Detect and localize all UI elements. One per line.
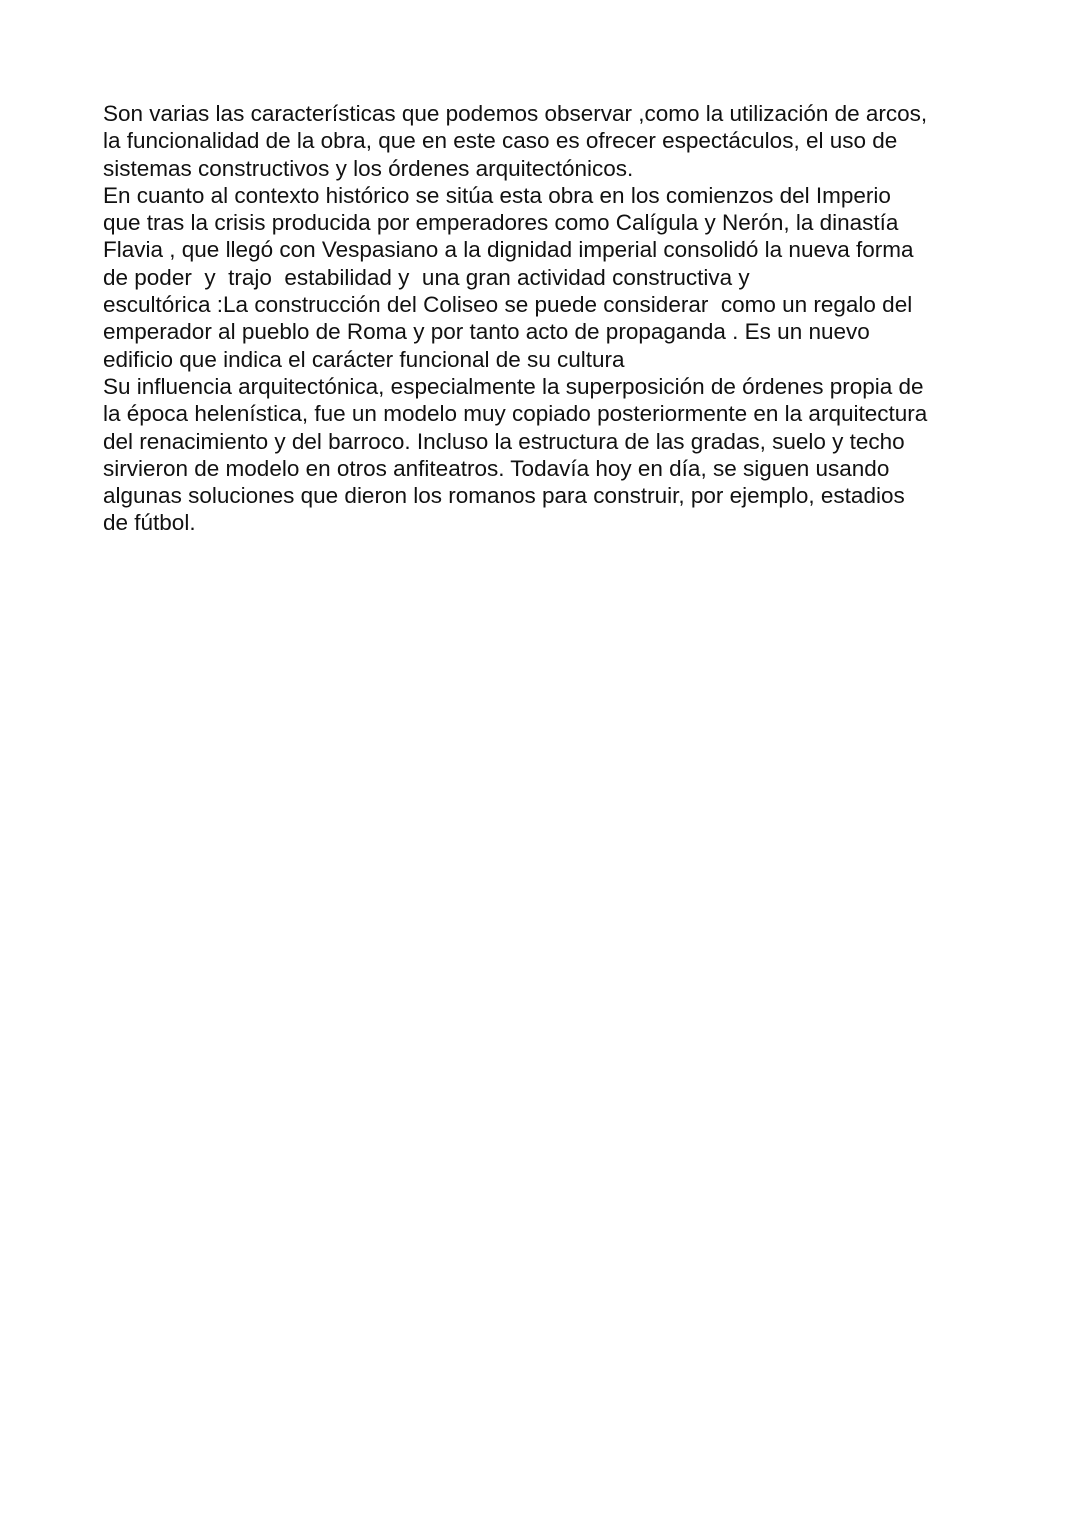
- text-line: la época helenística, fue un modelo muy copiado posteriormente en la arquitectura: [103, 401, 928, 427]
- text-line: de fútbol.: [103, 510, 196, 536]
- text-line: Son varias las características que podemos observar ,como la utilización de arcos,: [103, 101, 928, 126]
- text-line: Flavia , que llegó con Vespasiano a la dignidad imperial consolidó la nueva forma: [103, 237, 914, 263]
- text-line: escultórica :La construcción del Coliseo se puede considerar como un regalo del: [103, 292, 913, 318]
- text-line: la funcionalidad de la obra, que en este caso es ofrecer espectáculos, el uso de: [103, 128, 898, 154]
- text-line: En cuanto al contexto histórico se sitúa esta obra en los comienzos del Imperio: [103, 182, 891, 208]
- text-line: del renacimiento y del barroco. Incluso la estructura de las gradas, suelo y techo: [103, 428, 905, 454]
- text-line: edificio que indica el carácter funcional de su cultura: [103, 346, 625, 372]
- text-line: de poder y trajo estabilidad y una gran actividad constructiva y: [103, 264, 750, 290]
- text-line: Su influencia arquitectónica, especialmente la superposición de órdenes propia de: [103, 373, 924, 399]
- text-line: sirvieron de modelo en otros anfiteatros. Todavía hoy en día, se siguen usando: [103, 455, 890, 481]
- text-line: sistemas constructivos y los órdenes arquitectónicos.: [103, 155, 634, 181]
- text-line: algunas soluciones que dieron los romanos para construir, por ejemplo, estadios: [103, 483, 905, 509]
- body-text: [103, 100, 1003, 537]
- text-line: emperador al pueblo de Roma y por tanto acto de propaganda . Es un nuevo: [103, 319, 870, 345]
- text-line: que tras la crisis producida por emperadores como Calígula y Nerón, la dinastía: [103, 210, 899, 236]
